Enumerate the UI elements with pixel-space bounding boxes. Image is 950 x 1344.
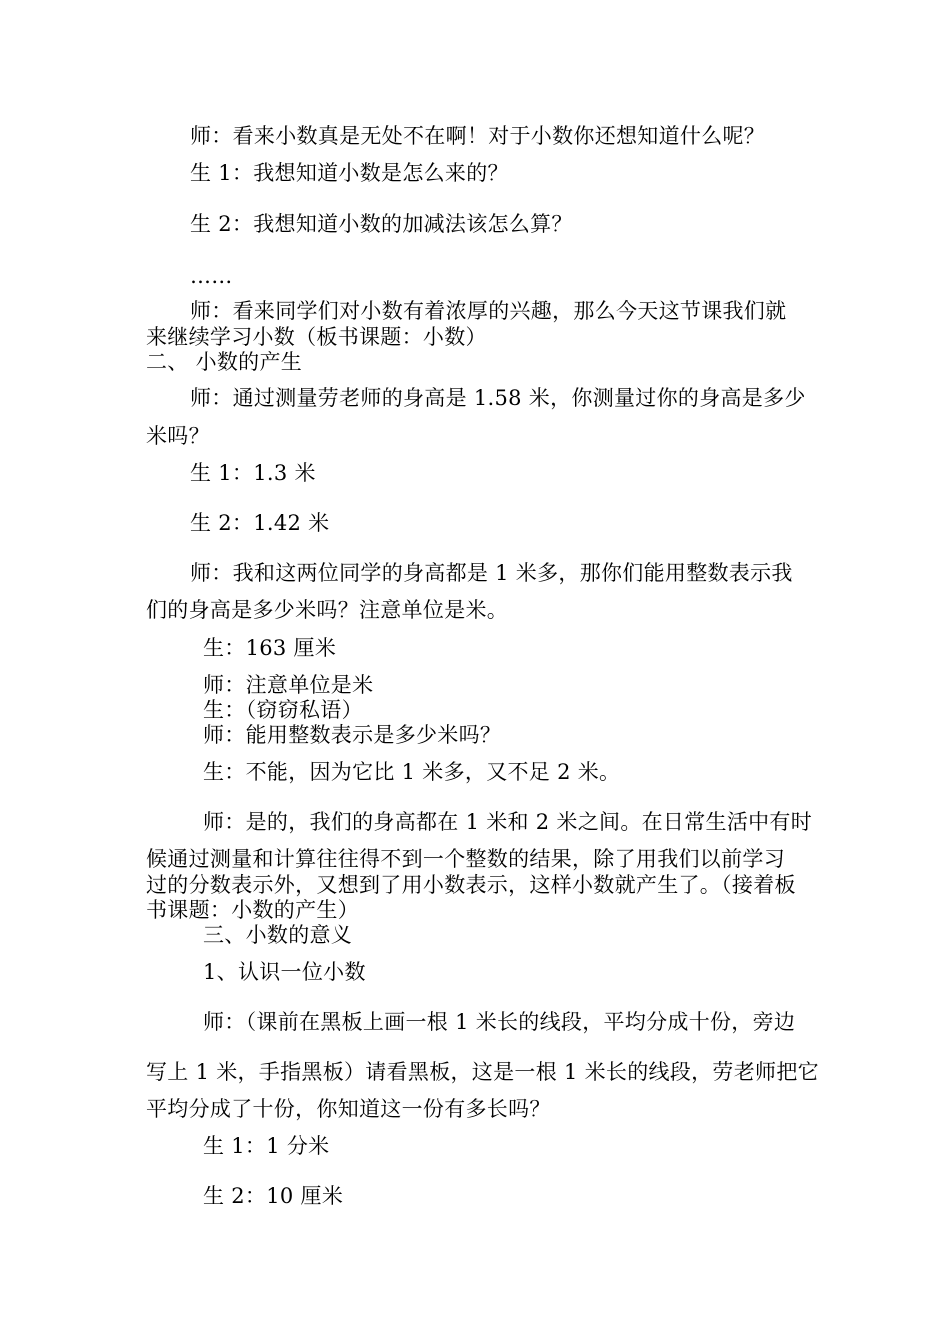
text-line: 平均分成了十份，你知道这一份有多长吗？ [146,1097,551,1121]
text-line: 米吗？ [146,424,210,448]
text-line: 生：不能，因为它比 1 米多，又不足 2 米。 [203,760,621,784]
text-line: 师：看来小数真是无处不在啊！对于小数你还想知道什么呢？ [190,124,766,148]
text-line: …… [190,264,233,288]
text-line: 师：看来同学们对小数有着浓厚的兴趣，那么今天这节课我们就 [190,299,787,323]
text-line: 生：163 厘米 [203,636,337,660]
text-line: 生 2：1.42 米 [190,511,330,535]
text-line: 们的身高是多少米吗？注意单位是米。 [146,598,509,622]
section-heading: 二、 小数的产生 [146,350,303,374]
text-line: 写上 1 米，手指黑板）请看黑板，这是一根 1 米长的线段，劳老师把它 [146,1060,819,1084]
text-line: 师：能用整数表示是多少米吗？ [203,723,502,747]
text-line: 生：（窃窃私语） [203,698,363,722]
text-line: 生 1：1.3 米 [190,461,316,485]
text-line: 生 2：10 厘米 [203,1184,344,1208]
text-line: 生 1：我想知道小数是怎么来的？ [190,161,509,185]
text-line: 书课题：小数的产生） [146,898,359,922]
text-line: 师：（课前在黑板上画一根 1 米长的线段，平均分成十份，旁边 [203,1010,796,1034]
section-heading: 三、小数的意义 [203,923,353,947]
text-line: 生 1：1 分米 [203,1134,330,1158]
text-line: 来继续学习小数（板书课题：小数） [146,325,487,349]
text-line: 过的分数表示外，又想到了用小数表示，这样小数就产生了。（接着板 [146,873,796,897]
text-line: 师：我和这两位同学的身高都是 1 米多，那你们能用整数表示我 [190,561,793,585]
text-line: 候通过测量和计算往往得不到一个整数的结果，除了用我们以前学习 [146,847,785,871]
text-line: 师：通过测量劳老师的身高是 1.58 米，你测量过你的身高是多少 [190,386,806,410]
text-line: 生 2：我想知道小数的加减法该怎么算？ [190,212,573,236]
text-line: 师：注意单位是米 [203,673,374,697]
text-line: 师：是的，我们的身高都在 1 米和 2 米之间。在日常生活中有时 [203,810,813,834]
subsection-heading: 1、认识一位小数 [203,960,366,984]
